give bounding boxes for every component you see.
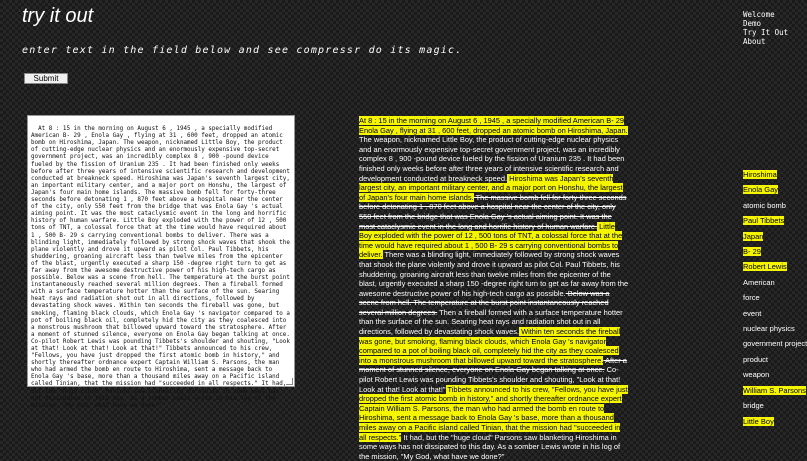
keyword-label: government project (743, 339, 807, 349)
keyword-item (743, 213, 806, 228)
summary-sentence: Hiroshima was Japan's seventh largest city, an important military center, and a major port on Honshu, the largest of Japan's four main home islands. (359, 173, 623, 202)
keyword-item (743, 336, 806, 351)
keyword-item (743, 306, 806, 321)
summary-sentence: It had, but the "huge cloud" Parsons saw blanketing Hiroshima in some ways has not dissipated to this day. As a somber Lewis wrote in his log of the mission, "My God, what have we done?" (359, 432, 621, 461)
nav-menu (743, 10, 788, 46)
resize-handle[interactable] (286, 378, 293, 385)
keyword-item (743, 182, 806, 197)
summary-sentence: Within ten seconds the fireball was gone, but smoking, flaming black clouds, which Enola Gay 's navigator compared to a pot of boiling black oil, completely hid the city as they coalesced into a monstrous mushroom that billowed upward toward the stratosphere. (359, 327, 621, 365)
keyword-label: nuclear physics (743, 324, 795, 334)
keyword-label: American (743, 277, 775, 287)
input-text: At 8 : 15 in the morning on August 6 , 1945 , a specially modified American B- 29 , Enola Gay , flying at 31 , 600 feet, dropped an atomic bomb on Hiroshima, Japan. The weapon, nicknamed Little Boy, the product of cutting-edge nuclear physics and an enormously expensive top-secret government project, was an incredibly complex 8 , 900 -pound device fueled by the fission of Uranium 235 . It had been finished only weeks before after three years of intensive scientific research and development conducted at breakneck speed. Hiroshima was Japan's seventh largest city, an important military center, and a major port on Honshu, the largest of Japan's four main home islands. The massive bomb fell for forty-three seconds before detonating 1 , 870 feet above a hospital near the center of the city, only 550 feet from the bridge that was Enola Gay 's actual aiming point. It was the most cataclysmic event in the long and horrific history of human warfare. Little Boy exploded with the power of 12 , 500 tons of TNT, a colossal force that at the time would have required about 1 , 500 B- 29 s carrying conventional bombs to deliver. There was a blinding light, immediately followed by strong shock waves that shook the plane violently and drove it upward as pilot Col. Paul Tibbets, his shuddering, groaning aircraft less than twelve miles from the epicenter of the blast, urgently executed a sharp 150 -degree right turn to get as far away from the awesome destructive power of his high-tech cargo as possible. Below was a scene from hell. The temperature at the burst point instantaneously reached several million degrees. Then a fireball formed with a surface temperature hotter than the surface of the sun. Searing heat rays and radiation shot out in all directions, followed by devastating shock waves. Within ten seconds the fireball was gone, but smoking, flaming black clouds, which Enola Gay 's navigator compared to a pot of boiling black oil, completely hid the city as they coalesced into a monstrous mushroom that billowed upward toward the stratosphere. After a moment of stunned silence, everyone on Enola Gay began talking at once. Co-pilot Robert Lewis was pounding Tibbets's shoulder and shouting, "Look at that! Look at that! Look at that!" Tibbets announced to his crew, "Fellows, you have just dropped the first atomic bomb in history," and shortly thereafter ordnance expert Captain William S. Parsons, the man who had armed the bomb en route to Hiroshima, sent a message back to Enola Gay 's base, more than a thousand miles away on a Pacific island called Tinian, that the mission had "succeeded in all respects." It had, but the "huge cloud" Parsons saw blanketing Hiroshima in some ways has not dissipated to this day. As a somber Lewis wrote in his log of the mission, "My God, what have we done?" (31, 126, 294, 409)
page-title: try it out (22, 5, 94, 27)
keyword-item (743, 259, 806, 274)
keyword-label: product (743, 354, 769, 364)
keyword-label: atomic bomb (743, 200, 786, 210)
summary-sentence: Co-pilot Robert Lewis was pounding Tibbets's shoulder and shouting, "Look at that! Look at that! Look at that!" (359, 365, 621, 394)
keyword-item (743, 414, 806, 429)
keyword-item (743, 290, 806, 305)
keyword-label: weapon (743, 370, 770, 380)
summary-sentence: There was a blinding light, immediately followed by strong shock waves that shook the plane violently and drove it upward as pilot Col. Paul Tibbets, his shuddering, groaning aircraft less than twelve miles from the epicenter of the blast, urgently executed a sharp 150 -degree right turn to get as far away from the awesome destructive power of his high-tech cargo as possible. (359, 250, 629, 298)
keyword-label: Enola Gay (743, 185, 779, 195)
summary-sentence: Below was a scene from hell. The temperature at the burst point instantaneously reached several million degrees. (359, 288, 610, 317)
nav-item-demo[interactable]: Demo (743, 19, 762, 28)
keyword-item (743, 383, 806, 398)
keyword-label: Hiroshima (743, 170, 777, 179)
keyword-label: force (743, 293, 760, 303)
keyword-label: Robert Lewis (743, 262, 787, 272)
keyword-item (743, 367, 806, 382)
summary-output (359, 116, 629, 461)
keyword-item (743, 275, 806, 290)
input-textarea[interactable] (27, 115, 295, 409)
keyword-label: Little Boy (743, 416, 774, 426)
summary-sentence: At 8 : 15 in the morning on August 6 , 1945 , a specially modified American B- 29 Enola Gay , flying at 31 , 600 feet, dropped an atomic bomb on Hiroshima, Japan. (359, 116, 628, 135)
summary-sentence: The massive bomb fell for forty-three seconds before detonating 1 , 870 feet above a hospital near the center of the city, only 550 feet from the bridge that was Enola Gay 's actual aiming point. It was the most cataclysmic event in the long and horrific history of human warfare. (359, 192, 627, 231)
keyword-item (743, 198, 806, 213)
summary-sentence: The weapon, nicknamed Little Boy, the product of cutting-edge nuclear physics and an enormously expensive top-secret government project, was an incredibly complex 8 , 900 -pound device fueled by the fission of Uranium 235 . It had been finished only weeks before after three years of intensive scientific research and development conducted at breakneck speed. (359, 135, 625, 183)
keyword-label: William S. Parsons (743, 385, 806, 395)
keyword-item (743, 352, 806, 367)
summary-sentence: Tibbets announced to his crew, "Fellows, you have just dropped the first atomic bomb in history," and shortly thereafter ordnance expert Captain William S. Parsons, the man who had armed the bomb en route to Hiroshima, sent a message back to Enola Gay 's base, more than a thousand miles away on a Pacific island called Tinian, that the mission had "succeeded in all respects." (359, 384, 628, 442)
keyword-item (743, 398, 806, 413)
nav-item-try-it-out[interactable]: Try It Out (743, 28, 789, 37)
summary-sentence: Little Boy exploded with the power of 12 , 500 tons of TNT, a colossal force that at the time would have required about 1 , 500 B- 29 s carrying conventional bombs to deliver. (359, 221, 623, 260)
keyword-item (743, 229, 806, 244)
keyword-item (743, 167, 806, 182)
nav-item-welcome[interactable]: Welcome (743, 10, 775, 19)
keyword-label: bridge (743, 401, 764, 411)
keyword-label: Paul Tibbets (743, 216, 785, 226)
page-subtitle: enter text in the field below and see compressr do its magic. (22, 45, 463, 56)
keyword-label: Japan (743, 231, 764, 241)
keyword-label: B- 29 (743, 247, 761, 257)
summary-sentence: After a moment of stunned silence, everyone on Enola Gay began talking at once. (359, 355, 627, 375)
keyword-item (743, 244, 806, 259)
summary-sentence: Then a fireball formed with a surface temperature hotter than the surface of the sun. Searing heat rays and radiation shot out in all directions, followed by devastating shock waves. (359, 307, 623, 337)
keyword-list (743, 167, 806, 429)
submit-button[interactable]: Submit (24, 73, 68, 84)
keyword-label: event (743, 308, 762, 318)
nav-item-about[interactable]: About (743, 37, 766, 46)
keyword-item (743, 321, 806, 336)
